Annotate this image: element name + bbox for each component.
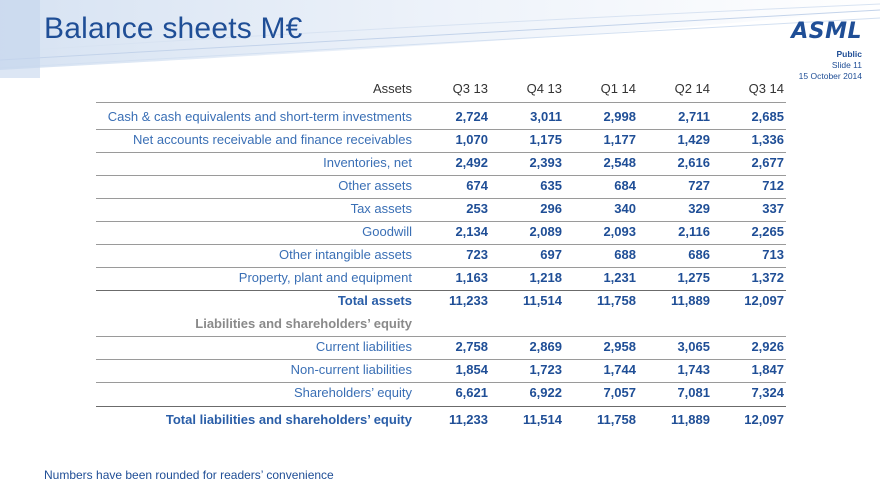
cell: 1,847 xyxy=(751,362,784,377)
section-heading-row xyxy=(96,312,786,335)
asml-logo: ASML xyxy=(791,19,862,44)
cell: 2,869 xyxy=(529,339,562,354)
cell: 1,218 xyxy=(529,270,562,285)
cell: 6,621 xyxy=(455,385,488,400)
table-row xyxy=(96,197,786,220)
cell: 2,685 xyxy=(751,109,784,124)
cell: 329 xyxy=(688,201,710,216)
cell: 2,724 xyxy=(455,109,488,124)
cell: 12,097 xyxy=(744,293,784,308)
cell: 7,324 xyxy=(751,385,784,400)
col-header: Q3 13 xyxy=(452,81,488,96)
row-label: Cash & cash equivalents and short-term investments xyxy=(107,109,412,124)
cell: 697 xyxy=(540,247,562,262)
cell: 2,089 xyxy=(529,224,562,239)
row-label: Tax assets xyxy=(350,201,412,216)
row-label: Inventories, net xyxy=(323,155,412,170)
cell: 2,998 xyxy=(603,109,636,124)
row-label: Current liabilities xyxy=(315,339,412,354)
cell: 11,514 xyxy=(522,293,562,308)
cell: 1,163 xyxy=(455,270,488,285)
cell: 2,677 xyxy=(751,155,784,170)
slide-number: Slide 11 xyxy=(831,60,862,70)
col-header: Q1 14 xyxy=(600,81,636,96)
page-title: Balance sheets M€ xyxy=(44,12,303,45)
cell: 688 xyxy=(614,247,636,262)
cell: 11,889 xyxy=(670,293,710,308)
cell: 6,922 xyxy=(529,385,562,400)
cell: 11,233 xyxy=(448,412,488,427)
table-row xyxy=(96,266,786,289)
cell: 2,758 xyxy=(455,339,488,354)
col-header: Q3 14 xyxy=(748,81,784,96)
table-row xyxy=(96,243,786,266)
table-row xyxy=(96,105,786,128)
cell: 684 xyxy=(614,178,636,193)
total-assets-row xyxy=(96,289,786,312)
balance-sheet-table xyxy=(96,74,786,431)
cell: 712 xyxy=(762,178,784,193)
footnote: Numbers have been rounded for readers’ convenience xyxy=(44,468,334,482)
cell: 1,723 xyxy=(529,362,562,377)
table-header-row xyxy=(96,74,786,103)
table-row xyxy=(96,174,786,197)
cell: 1,070 xyxy=(455,132,488,147)
row-label: Total assets xyxy=(337,293,412,308)
total-liabilities-row xyxy=(96,408,786,431)
col-header: Q2 14 xyxy=(674,81,710,96)
cell: 1,175 xyxy=(529,132,562,147)
cell: 296 xyxy=(540,201,562,216)
cell: 337 xyxy=(762,201,784,216)
cell: 1,743 xyxy=(677,362,710,377)
cell: 3,065 xyxy=(677,339,710,354)
table-row xyxy=(96,358,786,381)
cell: 11,758 xyxy=(596,293,636,308)
cell: 2,265 xyxy=(751,224,784,239)
cell: 2,134 xyxy=(455,224,488,239)
classification-label: Public xyxy=(836,49,862,59)
row-label: Net accounts receivable and finance receivables xyxy=(133,132,412,147)
cell: 674 xyxy=(466,178,488,193)
cell: 635 xyxy=(540,178,562,193)
cell: 340 xyxy=(614,201,636,216)
row-label: Goodwill xyxy=(362,224,412,239)
cell: 723 xyxy=(466,247,488,262)
cell: 7,057 xyxy=(603,385,636,400)
table-row xyxy=(96,220,786,243)
cell: 2,492 xyxy=(455,155,488,170)
cell: 253 xyxy=(466,201,488,216)
cell: 2,393 xyxy=(529,155,562,170)
row-label: Shareholders’ equity xyxy=(293,385,412,400)
cell: 1,429 xyxy=(677,132,710,147)
header-label-assets: Assets xyxy=(372,81,412,96)
row-label: Property, plant and equipment xyxy=(238,270,412,285)
table-row xyxy=(96,381,786,404)
cell: 1,275 xyxy=(677,270,710,285)
row-label: Other assets xyxy=(338,178,412,193)
cell: 3,011 xyxy=(530,109,562,124)
table-row xyxy=(96,128,786,151)
cell: 2,093 xyxy=(603,224,636,239)
row-label: Other intangible assets xyxy=(279,247,412,262)
cell: 11,514 xyxy=(522,412,562,427)
cell: 727 xyxy=(688,178,710,193)
cell: 1,177 xyxy=(603,132,636,147)
cell: 2,616 xyxy=(677,155,710,170)
cell: 2,958 xyxy=(603,339,636,354)
cell: 2,548 xyxy=(603,155,636,170)
cell: 1,854 xyxy=(455,362,488,377)
cell: 2,926 xyxy=(751,339,784,354)
cell: 11,233 xyxy=(448,293,488,308)
col-header: Q4 13 xyxy=(526,81,562,96)
slide-date: 15 October 2014 xyxy=(798,71,862,81)
table-row xyxy=(96,151,786,174)
cell: 1,336 xyxy=(751,132,784,147)
cell: 12,097 xyxy=(744,412,784,427)
cell: 11,758 xyxy=(596,412,636,427)
cell: 1,744 xyxy=(603,362,636,377)
row-label: Total liabilities and shareholders’ equity xyxy=(165,412,412,427)
divider xyxy=(96,406,786,407)
cell: 713 xyxy=(762,247,784,262)
slide-meta xyxy=(799,49,862,82)
cell: 686 xyxy=(688,247,710,262)
cell: 11,889 xyxy=(670,412,710,427)
cell: 7,081 xyxy=(677,385,710,400)
table-row xyxy=(96,335,786,358)
divider xyxy=(96,102,786,103)
cell: 2,711 xyxy=(678,109,710,124)
section-heading: Liabilities and shareholders’ equity xyxy=(195,316,412,331)
cell: 1,372 xyxy=(751,270,784,285)
cell: 1,231 xyxy=(603,270,636,285)
cell: 2,116 xyxy=(678,224,710,239)
row-label: Non-current liabilities xyxy=(290,362,412,377)
